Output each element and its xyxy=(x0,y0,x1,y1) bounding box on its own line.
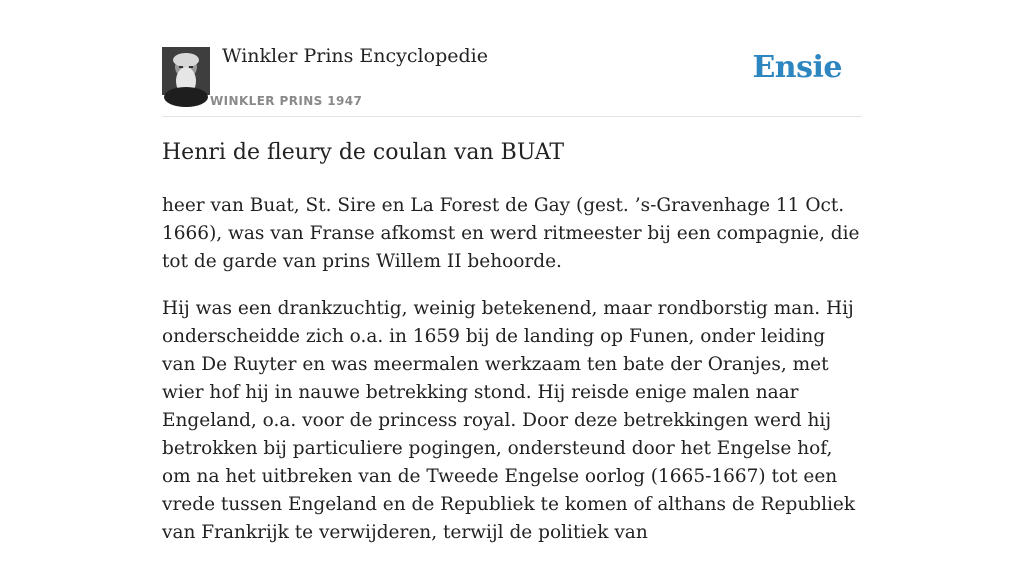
portrait-avatar-icon[interactable] xyxy=(162,47,210,95)
site-header xyxy=(162,0,862,117)
site-name[interactable]: Winkler Prins Encyclopedie xyxy=(222,45,488,67)
article-paragraph: Hij was een drankzuchtig, weinig betekenend, maar rondborstig man. Hij onderscheidde zich o.a. in 1659 bij de landing op Funen, onder leiding van De Ruyter en was meermalen werkzaam ten bate der Oranjes, met wier hof hij in nauwe betrekking stond. Hij reisde enige malen naar Engeland, o.a. voor de princess royal. Door deze betrekkingen werd hij betrokken bij particuliere pogingen, ondersteund door het Engelse hof, om na het uitbreken van de Tweede Engelse oorlog (1665-1667) tot een vrede tussen Engeland en de Republiek te komen of althans de Republiek van Frankrijk te verwijderen, terwijl de politiek van xyxy=(162,298,856,543)
article-paragraph: heer van Buat, St. Sire en La Forest de Gay (gest. ’s-Gravenhage 11 Oct. 1666), was van Franse afkomst en werd ritmeester bij een compagnie, die tot de garde van prins Willem II behoorde. xyxy=(162,195,860,272)
article-body xyxy=(162,192,862,566)
ensie-logo[interactable]: Ensie xyxy=(752,50,842,85)
edition-label[interactable]: WINKLER PRINS 1947 xyxy=(210,94,363,108)
article-title: Henri de fleury de coulan van BUAT xyxy=(162,140,565,165)
